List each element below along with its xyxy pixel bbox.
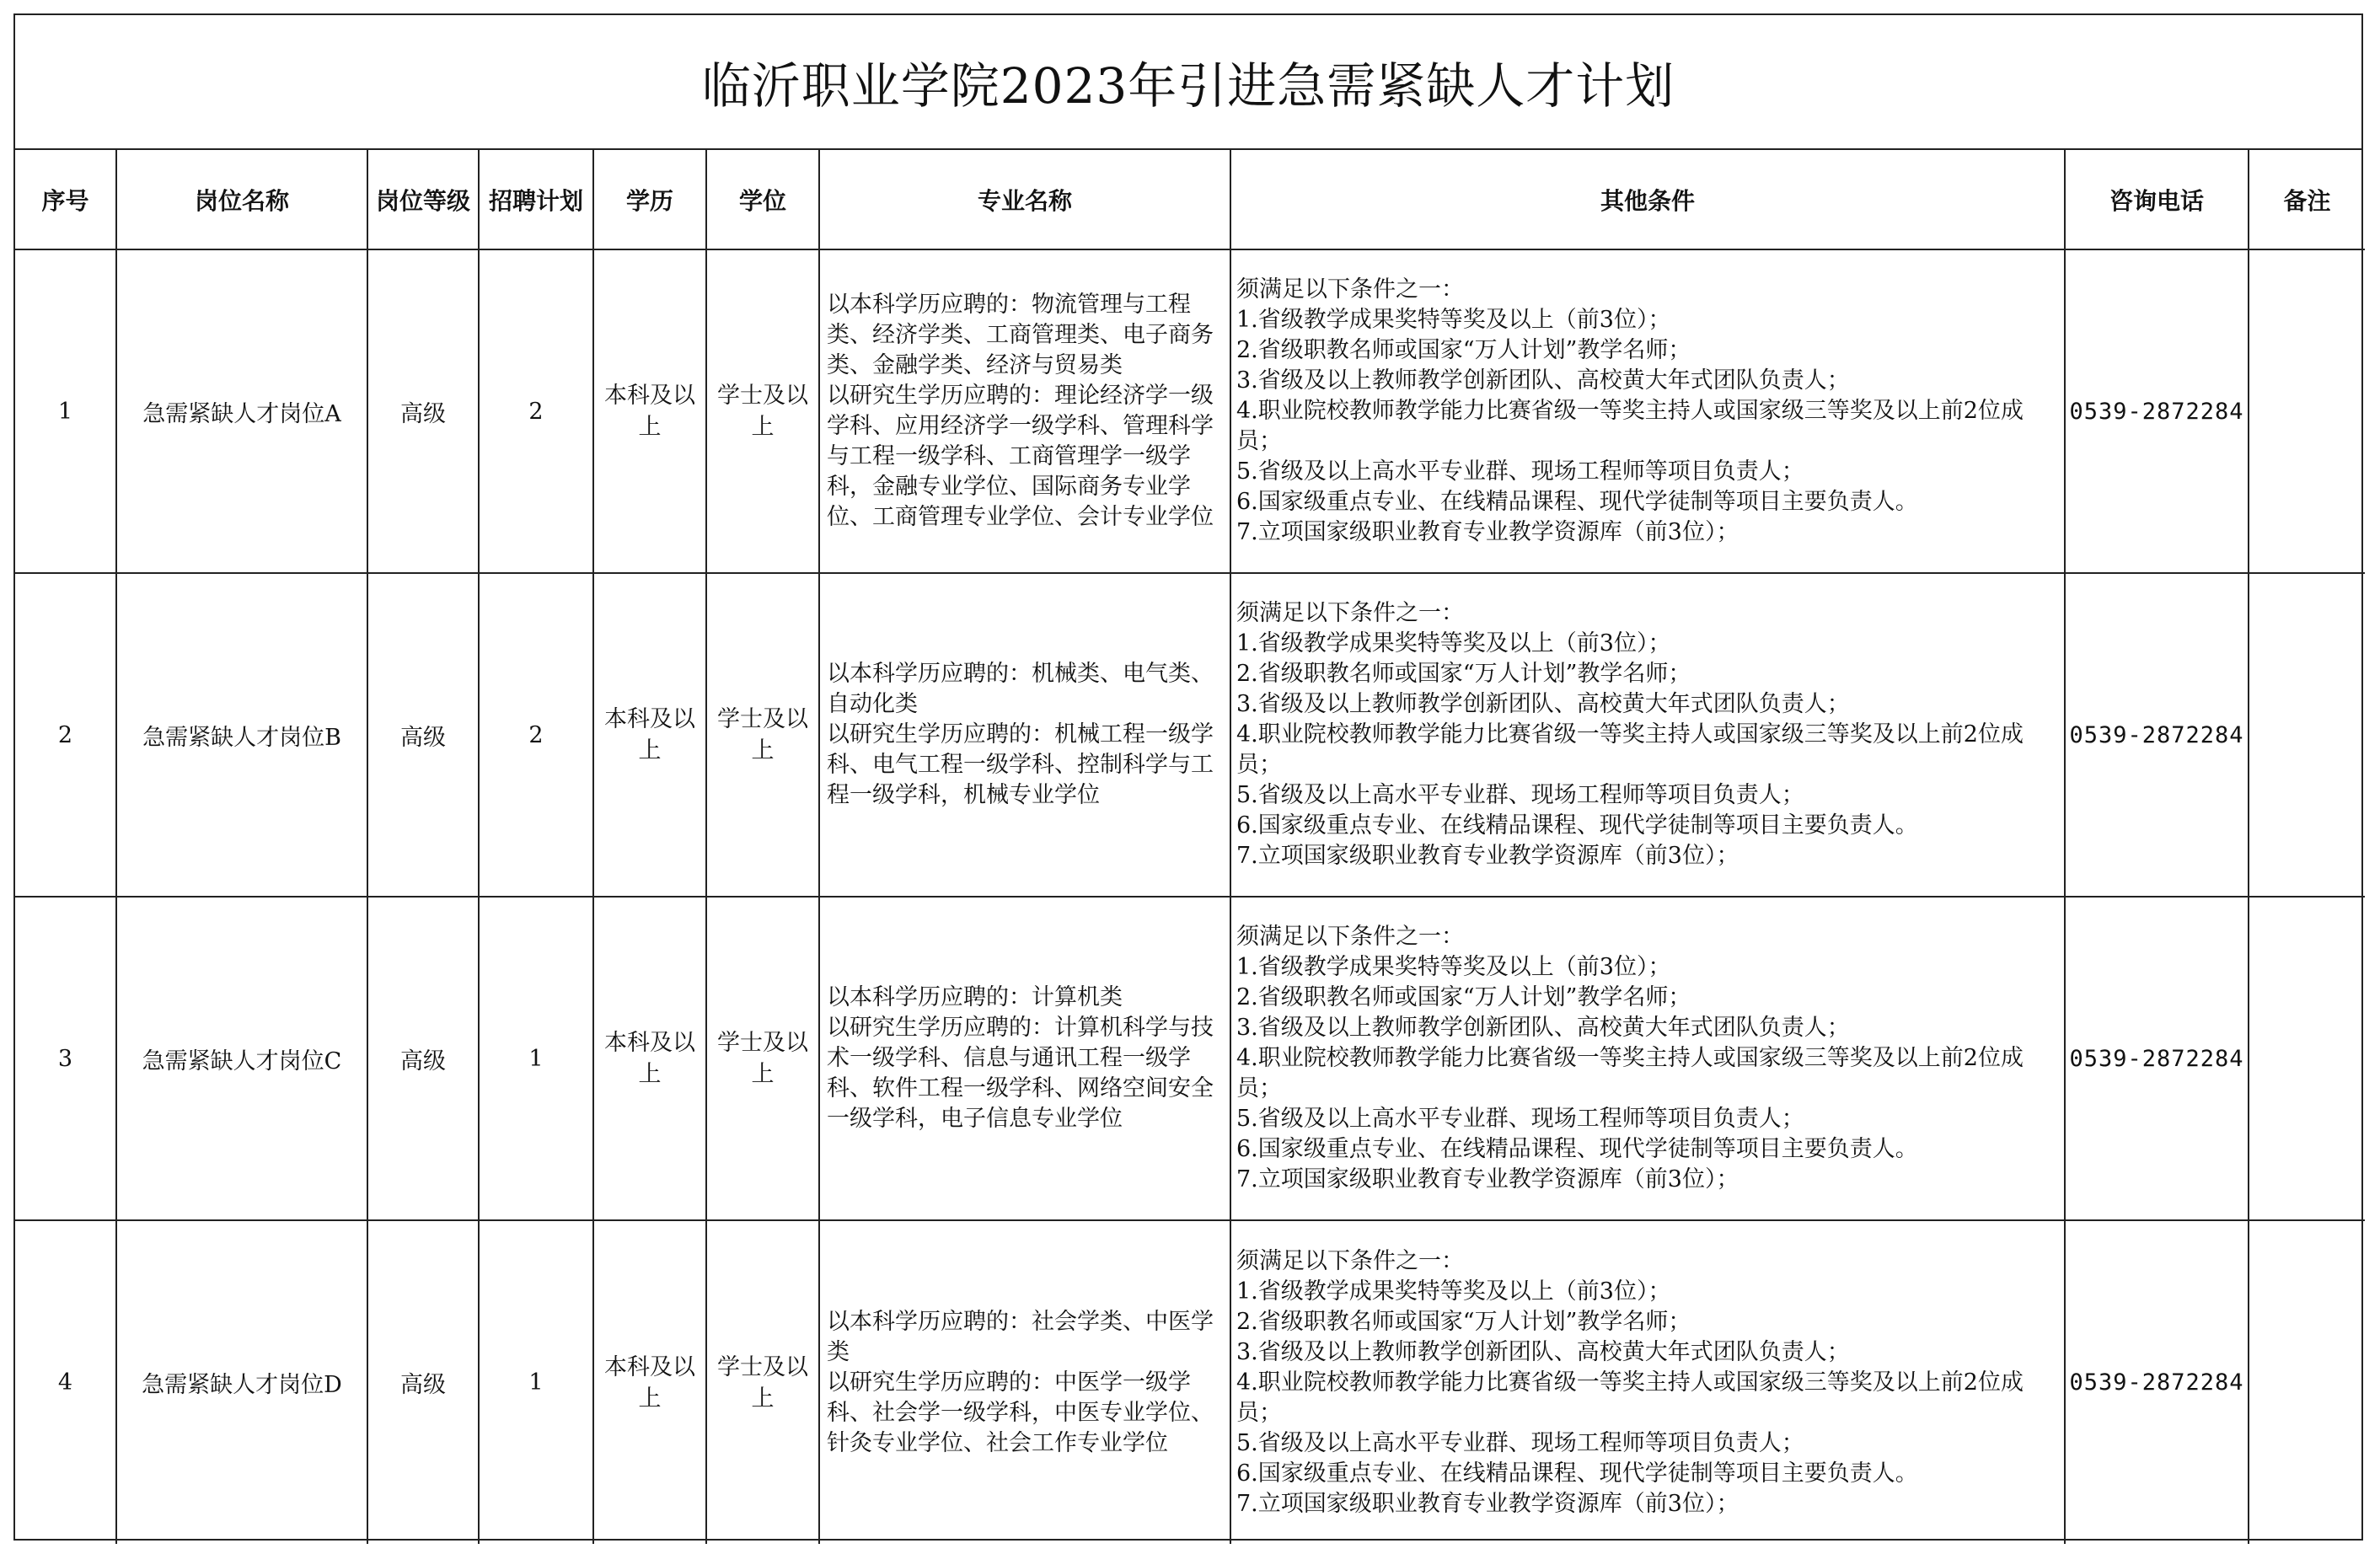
- major-paragraph: 以研究生学历应聘的：机械工程一级学科、电气工程一级学科、控制科学与工程一级学科，机械专业学位: [827, 721, 1214, 808]
- table-row: [15, 249, 2365, 573]
- cell-conditions: [1230, 249, 2065, 573]
- cell-level: 高级: [367, 1220, 479, 1544]
- cell-level: 高级: [367, 249, 479, 573]
- cell-remark: [2249, 897, 2365, 1220]
- major-paragraph: 以本科学历应聘的：社会学类、中医学类: [827, 1308, 1214, 1365]
- header-cell-plan: 招聘计划: [479, 150, 593, 249]
- table-row: [15, 573, 2365, 897]
- condition-line: 须满足以下条件之一：: [1236, 276, 1464, 303]
- condition-line: 7.立项国家级职业教育专业教学资源库（前3位）；: [1236, 1166, 1739, 1192]
- table-row: [15, 897, 2365, 1220]
- condition-line: 须满足以下条件之一：: [1236, 1247, 1464, 1274]
- header-cell-no: 序号: [15, 150, 116, 249]
- condition-line: 1.省级教学成果奖特等奖及以上（前3位）；: [1236, 630, 1671, 656]
- major-paragraph: 以研究生学历应聘的：理论经济学一级学科、应用经济学一级学科、管理科学与工程一级学科、工商管理学一级学科，金融专业学位、国际商务专业学位、工商管理专业学位、会计专业学位: [827, 383, 1214, 530]
- cell-education: 本科及以上: [593, 1220, 706, 1544]
- condition-line: 须满足以下条件之一：: [1236, 600, 1464, 626]
- cell-major: [819, 1220, 1230, 1544]
- header-cell-remark: 备注: [2249, 150, 2365, 249]
- condition-line: 1.省级教学成果奖特等奖及以上（前3位）；: [1236, 1278, 1671, 1305]
- condition-line: 2.省级职教名师或国家“万人计划”教学名师；: [1236, 661, 1691, 687]
- cell-level: 高级: [367, 573, 479, 897]
- condition-line: 7.立项国家级职业教育专业教学资源库（前3位）；: [1236, 519, 1739, 545]
- cell-degree: 学士及以上: [706, 1220, 819, 1544]
- cell-plan: 1: [479, 1220, 593, 1544]
- condition-line: 1.省级教学成果奖特等奖及以上（前3位）；: [1236, 954, 1671, 980]
- cell-post: 急需紧缺人才岗位A: [116, 249, 367, 573]
- cell-degree: 学士及以上: [706, 897, 819, 1220]
- recruitment-plan-sheet: [13, 13, 2363, 1541]
- cell-remark: [2249, 249, 2365, 573]
- major-paragraph: 以本科学历应聘的：物流管理与工程类、经济学类、工商管理类、电子商务类、金融学类、经济与贸易类: [827, 292, 1214, 378]
- major-paragraph: 以研究生学历应聘的：计算机科学与技术一级学科、信息与通讯工程一级学科、软件工程一级学科、网络空间安全一级学科，电子信息专业学位: [827, 1015, 1214, 1132]
- condition-line: 4.职业院校教师教学能力比赛省级一等奖主持人或国家级三等奖及以上前2位成员；: [1236, 398, 2024, 454]
- cell-plan: 2: [479, 249, 593, 573]
- cell-conditions: [1230, 573, 2065, 897]
- header-cell-conditions: 其他条件: [1230, 150, 2065, 249]
- major-paragraph: 以研究生学历应聘的：中医学一级学科、社会学一级学科，中医专业学位、针灸专业学位、社会工作专业学位: [827, 1369, 1214, 1456]
- condition-line: 7.立项国家级职业教育专业教学资源库（前3位）；: [1236, 843, 1739, 869]
- table-row: [15, 1220, 2365, 1544]
- table-body: [15, 249, 2365, 1544]
- cell-remark: [2249, 1220, 2365, 1544]
- cell-degree: 学士及以上: [706, 573, 819, 897]
- condition-line: 3.省级及以上教师教学创新团队、高校黄大年式团队负责人；: [1236, 1015, 1850, 1041]
- condition-line: 7.立项国家级职业教育专业教学资源库（前3位）；: [1236, 1490, 1739, 1517]
- cell-plan: 2: [479, 573, 593, 897]
- cell-major: [819, 897, 1230, 1220]
- cell-post: 急需紧缺人才岗位B: [116, 573, 367, 897]
- condition-line: 2.省级职教名师或国家“万人计划”教学名师；: [1236, 1308, 1691, 1335]
- condition-line: 5.省级及以上高水平专业群、现场工程师等项目负责人；: [1236, 458, 1804, 485]
- header-row: [15, 150, 2365, 249]
- condition-line: 5.省级及以上高水平专业群、现场工程师等项目负责人；: [1236, 1106, 1804, 1132]
- recruitment-table: [15, 150, 2365, 1544]
- cell-conditions: [1230, 897, 2065, 1220]
- cell-phone: 0539-2872284: [2065, 573, 2249, 897]
- cell-post: 急需紧缺人才岗位D: [116, 1220, 367, 1544]
- condition-line: 6.国家级重点专业、在线精品课程、现代学徒制等项目主要负责人。: [1236, 812, 1918, 839]
- cell-no: 4: [15, 1220, 116, 1544]
- header-cell-major: 专业名称: [819, 150, 1230, 249]
- condition-line: 3.省级及以上教师教学创新团队、高校黄大年式团队负责人；: [1236, 1338, 1850, 1365]
- condition-line: 3.省级及以上教师教学创新团队、高校黄大年式团队负责人；: [1236, 367, 1850, 394]
- cell-conditions: [1230, 1220, 2065, 1544]
- header-cell-degree: 学位: [706, 150, 819, 249]
- cell-major: [819, 573, 1230, 897]
- condition-line: 须满足以下条件之一：: [1236, 924, 1464, 950]
- condition-line: 1.省级教学成果奖特等奖及以上（前3位）；: [1236, 307, 1671, 333]
- cell-education: 本科及以上: [593, 897, 706, 1220]
- cell-degree: 学士及以上: [706, 249, 819, 573]
- condition-line: 5.省级及以上高水平专业群、现场工程师等项目负责人；: [1236, 782, 1804, 808]
- condition-line: 2.省级职教名师或国家“万人计划”教学名师；: [1236, 984, 1691, 1010]
- condition-line: 6.国家级重点专业、在线精品课程、现代学徒制等项目主要负责人。: [1236, 1136, 1918, 1162]
- condition-line: 6.国家级重点专业、在线精品课程、现代学徒制等项目主要负责人。: [1236, 1460, 1918, 1487]
- condition-line: 6.国家级重点专业、在线精品课程、现代学徒制等项目主要负责人。: [1236, 489, 1918, 515]
- cell-education: 本科及以上: [593, 249, 706, 573]
- condition-line: 4.职业院校教师教学能力比赛省级一等奖主持人或国家级三等奖及以上前2位成员；: [1236, 721, 2024, 778]
- header-cell-education: 学历: [593, 150, 706, 249]
- cell-education: 本科及以上: [593, 573, 706, 897]
- cell-no: 3: [15, 897, 116, 1220]
- major-paragraph: 以本科学历应聘的：计算机类: [827, 984, 1123, 1010]
- cell-phone: 0539-2872284: [2065, 249, 2249, 573]
- major-paragraph: 以本科学历应聘的：机械类、电气类、自动化类: [827, 661, 1214, 717]
- condition-line: 3.省级及以上教师教学创新团队、高校黄大年式团队负责人；: [1236, 691, 1850, 717]
- cell-major: [819, 249, 1230, 573]
- title-row: [15, 15, 2361, 150]
- cell-post: 急需紧缺人才岗位C: [116, 897, 367, 1220]
- condition-line: 2.省级职教名师或国家“万人计划”教学名师；: [1236, 337, 1691, 363]
- cell-phone: 0539-2872284: [2065, 897, 2249, 1220]
- cell-level: 高级: [367, 897, 479, 1220]
- cell-remark: [2249, 573, 2365, 897]
- header-cell-post: 岗位名称: [116, 150, 367, 249]
- page-title: 临沂职业学院2023年引进急需紧缺人才计划: [701, 57, 1675, 115]
- condition-line: 4.职业院校教师教学能力比赛省级一等奖主持人或国家级三等奖及以上前2位成员；: [1236, 1369, 2024, 1426]
- cell-plan: 1: [479, 897, 593, 1220]
- header-cell-phone: 咨询电话: [2065, 150, 2249, 249]
- condition-line: 4.职业院校教师教学能力比赛省级一等奖主持人或国家级三等奖及以上前2位成员；: [1236, 1045, 2024, 1101]
- condition-line: 5.省级及以上高水平专业群、现场工程师等项目负责人；: [1236, 1429, 1804, 1456]
- cell-phone: 0539-2872284: [2065, 1220, 2249, 1544]
- header-cell-level: 岗位等级: [367, 150, 479, 249]
- cell-no: 1: [15, 249, 116, 573]
- cell-no: 2: [15, 573, 116, 897]
